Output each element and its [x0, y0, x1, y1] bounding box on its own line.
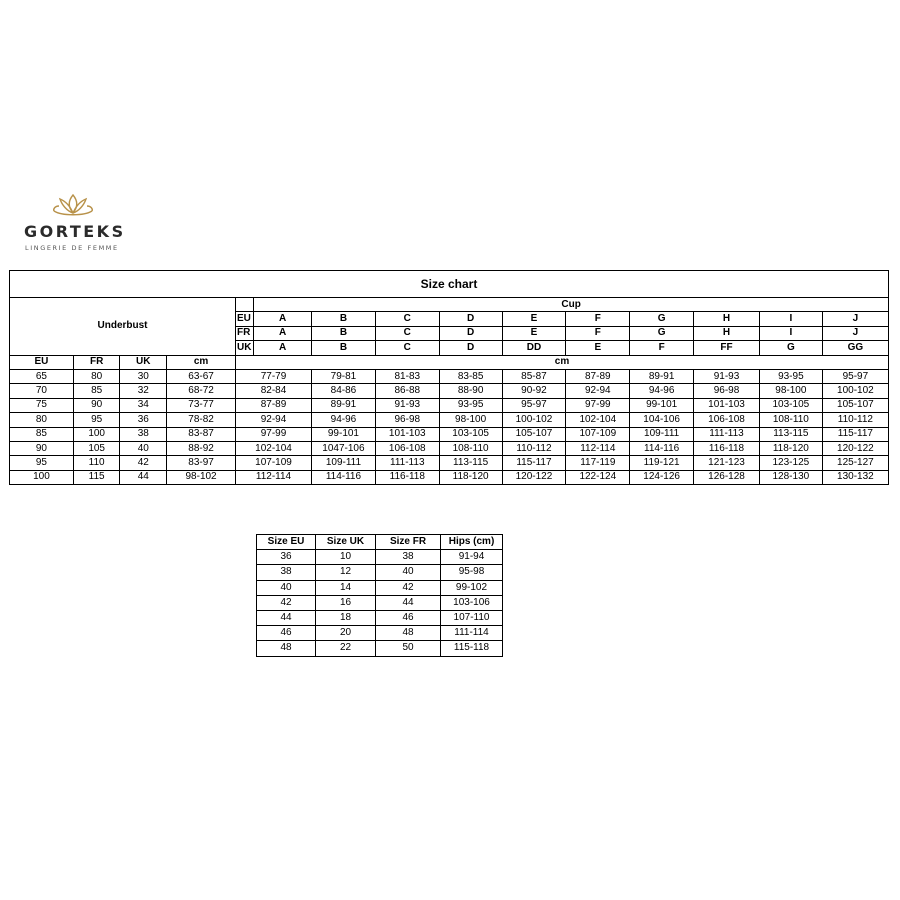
bust-range-cell: 120-122 — [502, 470, 566, 484]
underbust-eu-cell: 100 — [10, 470, 74, 484]
underbust-header: EU — [10, 355, 74, 369]
underbust-eu-cell: 95 — [10, 456, 74, 470]
hips-cell: 99-102 — [441, 580, 503, 595]
bust-range-cell: 95-97 — [502, 398, 566, 412]
cup-letter: H — [694, 312, 760, 326]
bust-range-cell: 86-88 — [375, 384, 439, 398]
cup-letter: B — [312, 312, 376, 326]
bust-range-cell: 115-117 — [822, 427, 888, 441]
cup-letter: E — [566, 341, 630, 355]
table-row — [257, 580, 503, 595]
underbust-eu-cell: 70 — [10, 384, 74, 398]
bust-range-cell: 114-116 — [312, 470, 376, 484]
hips-cell: 50 — [376, 641, 441, 656]
cup-letter: I — [759, 326, 822, 340]
underbust-cm-cell: 78-82 — [167, 413, 236, 427]
bust-range-cell: 82-84 — [236, 384, 312, 398]
spacer-cell — [236, 298, 254, 312]
bust-range-cell: 101-103 — [694, 398, 760, 412]
hips-size-chart-table — [256, 534, 503, 657]
cup-system-label: FR — [236, 326, 254, 340]
bust-range-cell: 112-114 — [566, 441, 630, 455]
bust-range-cell: 89-91 — [312, 398, 376, 412]
underbust-cm-cell: 83-97 — [167, 456, 236, 470]
bust-range-cell: 1047-106 — [312, 441, 376, 455]
underbust-header: FR — [73, 355, 120, 369]
underbust-uk-cell: 44 — [120, 470, 167, 484]
bust-range-cell: 98-100 — [759, 384, 822, 398]
bust-range-cell: 83-85 — [439, 369, 502, 383]
bust-range-cell: 116-118 — [375, 470, 439, 484]
cup-letter: C — [375, 312, 439, 326]
underbust-cm-cell: 88-92 — [167, 441, 236, 455]
hips-header: Size EU — [257, 535, 316, 550]
hips-cell: 42 — [376, 580, 441, 595]
underbust-uk-cell: 32 — [120, 384, 167, 398]
bust-range-cell: 96-98 — [375, 413, 439, 427]
hips-cell: 36 — [257, 550, 316, 565]
underbust-uk-cell: 40 — [120, 441, 167, 455]
bust-range-cell: 128-130 — [759, 470, 822, 484]
underbust-fr-cell: 115 — [73, 470, 120, 484]
hips-cell: 40 — [376, 565, 441, 580]
table-row — [10, 456, 889, 470]
bust-range-cell: 105-107 — [502, 427, 566, 441]
chart-title-row — [10, 271, 889, 298]
cup-letter: D — [439, 312, 502, 326]
bust-range-cell: 125-127 — [822, 456, 888, 470]
table-row — [10, 384, 889, 398]
hips-cell: 10 — [316, 550, 376, 565]
cup-letter: H — [694, 326, 760, 340]
hips-cell: 42 — [257, 595, 316, 610]
bust-range-cell: 124-126 — [630, 470, 694, 484]
bust-range-cell: 99-101 — [630, 398, 694, 412]
hips-header: Size UK — [316, 535, 376, 550]
cup-letter: C — [375, 341, 439, 355]
hips-cell: 18 — [316, 610, 376, 625]
bust-range-cell: 92-94 — [566, 384, 630, 398]
bust-range-cell: 118-120 — [439, 470, 502, 484]
bust-range-cell: 96-98 — [694, 384, 760, 398]
bust-range-cell: 113-115 — [439, 456, 502, 470]
bust-range-cell: 85-87 — [502, 369, 566, 383]
bust-range-cell: 104-106 — [630, 413, 694, 427]
bust-range-cell: 91-93 — [375, 398, 439, 412]
bust-range-cell: 116-118 — [694, 441, 760, 455]
bust-range-cell: 91-93 — [694, 369, 760, 383]
cup-letter: B — [312, 341, 376, 355]
cup-letter: D — [439, 341, 502, 355]
brand-logo — [22, 192, 132, 262]
table-row — [10, 413, 889, 427]
bust-range-cell: 81-83 — [375, 369, 439, 383]
cup-label-row — [10, 298, 889, 312]
bust-range-cell: 99-101 — [312, 427, 376, 441]
bust-range-cell: 106-108 — [694, 413, 760, 427]
underbust-uk-cell: 34 — [120, 398, 167, 412]
bust-range-cell: 103-105 — [439, 427, 502, 441]
table-row — [257, 641, 503, 656]
bust-range-cell: 95-97 — [822, 369, 888, 383]
bust-range-cell: 97-99 — [566, 398, 630, 412]
underbust-fr-cell: 80 — [73, 369, 120, 383]
underbust-fr-cell: 105 — [73, 441, 120, 455]
hips-cell: 95-98 — [441, 565, 503, 580]
bust-range-cell: 100-102 — [822, 384, 888, 398]
bust-range-cell: 84-86 — [312, 384, 376, 398]
bust-range-cell: 77-79 — [236, 369, 312, 383]
bust-range-cell: 79-81 — [312, 369, 376, 383]
cup-letter: G — [630, 326, 694, 340]
bust-range-cell: 121-123 — [694, 456, 760, 470]
table-row — [10, 398, 889, 412]
bust-range-cell: 103-105 — [759, 398, 822, 412]
underbust-cm-cell: 63-67 — [167, 369, 236, 383]
underbust-eu-cell: 65 — [10, 369, 74, 383]
bust-range-cell: 102-104 — [236, 441, 312, 455]
cup-letter: J — [822, 312, 888, 326]
bust-range-cell: 93-95 — [759, 369, 822, 383]
cup-system-label: UK — [236, 341, 254, 355]
hips-cell: 107-110 — [441, 610, 503, 625]
table-row — [10, 369, 889, 383]
bust-range-cell: 106-108 — [375, 441, 439, 455]
brand-tagline: LINGERIE DE FEMME — [25, 244, 119, 252]
bust-range-cell: 111-113 — [375, 456, 439, 470]
hips-cell: 40 — [257, 580, 316, 595]
cup-letter: D — [439, 326, 502, 340]
hips-cell: 20 — [316, 626, 376, 641]
bust-range-cell: 88-90 — [439, 384, 502, 398]
cup-letter: G — [630, 312, 694, 326]
bust-range-cell: 108-110 — [439, 441, 502, 455]
hips-header: Size FR — [376, 535, 441, 550]
bust-range-cell: 87-89 — [566, 369, 630, 383]
underbust-fr-cell: 95 — [73, 413, 120, 427]
hips-header-row — [257, 535, 503, 550]
bust-range-cell: 130-132 — [822, 470, 888, 484]
underbust-eu-cell: 80 — [10, 413, 74, 427]
bust-range-cell: 107-109 — [236, 456, 312, 470]
underbust-eu-cell: 85 — [10, 427, 74, 441]
cup-letter: E — [502, 312, 566, 326]
underbust-fr-cell: 100 — [73, 427, 120, 441]
bust-range-cell: 100-102 — [502, 413, 566, 427]
bust-range-cell: 113-115 — [759, 427, 822, 441]
bust-range-cell: 119-121 — [630, 456, 694, 470]
cup-letter: A — [254, 326, 312, 340]
bra-size-chart-table — [9, 270, 889, 485]
bust-range-cell: 89-91 — [630, 369, 694, 383]
table-row — [10, 470, 889, 484]
hips-cell: 91-94 — [441, 550, 503, 565]
hips-cell: 14 — [316, 580, 376, 595]
hips-cell: 12 — [316, 565, 376, 580]
hips-cell: 111-114 — [441, 626, 503, 641]
bust-range-cell: 105-107 — [822, 398, 888, 412]
cup-letter: FF — [694, 341, 760, 355]
cup-letter: F — [630, 341, 694, 355]
bust-range-cell: 97-99 — [236, 427, 312, 441]
table-row — [257, 595, 503, 610]
hips-cell: 38 — [376, 550, 441, 565]
bust-range-cell: 109-111 — [312, 456, 376, 470]
underbust-eu-cell: 90 — [10, 441, 74, 455]
cup-letter: B — [312, 326, 376, 340]
hips-cell: 48 — [257, 641, 316, 656]
bust-range-cell: 98-100 — [439, 413, 502, 427]
cm-label: cm — [236, 355, 889, 369]
underbust-fr-cell: 90 — [73, 398, 120, 412]
bust-range-cell: 93-95 — [439, 398, 502, 412]
underbust-header-row — [10, 355, 889, 369]
bust-range-cell: 117-119 — [566, 456, 630, 470]
cup-letter: I — [759, 312, 822, 326]
bust-range-cell: 118-120 — [759, 441, 822, 455]
brand-name: GORTEKS — [24, 222, 126, 241]
bust-range-cell: 87-89 — [236, 398, 312, 412]
cup-letter: A — [254, 341, 312, 355]
bust-range-cell: 101-103 — [375, 427, 439, 441]
bust-range-cell: 115-117 — [502, 456, 566, 470]
hips-cell: 22 — [316, 641, 376, 656]
hips-cell: 103-106 — [441, 595, 503, 610]
cup-letter: A — [254, 312, 312, 326]
bust-range-cell: 120-122 — [822, 441, 888, 455]
cup-letter: F — [566, 312, 630, 326]
bust-range-cell: 123-125 — [759, 456, 822, 470]
bust-range-cell: 108-110 — [759, 413, 822, 427]
cup-letter: G — [759, 341, 822, 355]
bust-range-cell: 110-112 — [502, 441, 566, 455]
bust-range-cell: 114-116 — [630, 441, 694, 455]
underbust-cm-cell: 98-102 — [167, 470, 236, 484]
underbust-uk-cell: 36 — [120, 413, 167, 427]
table-row — [10, 441, 889, 455]
underbust-uk-cell: 38 — [120, 427, 167, 441]
underbust-eu-cell: 75 — [10, 398, 74, 412]
bust-range-cell: 110-112 — [822, 413, 888, 427]
bust-range-cell: 112-114 — [236, 470, 312, 484]
hips-cell: 48 — [376, 626, 441, 641]
underbust-fr-cell: 110 — [73, 456, 120, 470]
bust-range-cell: 107-109 — [566, 427, 630, 441]
table-row — [257, 565, 503, 580]
underbust-fr-cell: 85 — [73, 384, 120, 398]
underbust-cm-cell: 83-87 — [167, 427, 236, 441]
hips-cell: 16 — [316, 595, 376, 610]
cup-label: Cup — [254, 298, 889, 312]
hips-cell: 44 — [257, 610, 316, 625]
hips-cell: 46 — [376, 610, 441, 625]
hips-cell: 44 — [376, 595, 441, 610]
bust-range-cell: 90-92 — [502, 384, 566, 398]
cup-letter: GG — [822, 341, 888, 355]
cup-letter: J — [822, 326, 888, 340]
bust-range-cell: 122-124 — [566, 470, 630, 484]
cup-letter: DD — [502, 341, 566, 355]
bust-range-cell: 102-104 — [566, 413, 630, 427]
bust-range-cell: 126-128 — [694, 470, 760, 484]
bust-range-cell: 92-94 — [236, 413, 312, 427]
underbust-uk-cell: 42 — [120, 456, 167, 470]
underbust-cm-cell: 68-72 — [167, 384, 236, 398]
table-row — [257, 626, 503, 641]
underbust-cm-cell: 73-77 — [167, 398, 236, 412]
hips-header: Hips (cm) — [441, 535, 503, 550]
underbust-header: UK — [120, 355, 167, 369]
bust-range-cell: 94-96 — [630, 384, 694, 398]
table-row — [10, 427, 889, 441]
bust-range-cell: 109-111 — [630, 427, 694, 441]
chart-title: Size chart — [10, 271, 889, 298]
bust-range-cell: 111-113 — [694, 427, 760, 441]
table-row — [257, 550, 503, 565]
hips-cell: 46 — [257, 626, 316, 641]
table-row — [257, 610, 503, 625]
hips-cell: 38 — [257, 565, 316, 580]
lotus-icon — [50, 192, 96, 218]
underbust-label: Underbust — [10, 298, 236, 356]
cup-letter: C — [375, 326, 439, 340]
cup-letter: E — [502, 326, 566, 340]
underbust-uk-cell: 30 — [120, 369, 167, 383]
cup-letter: F — [566, 326, 630, 340]
underbust-header: cm — [167, 355, 236, 369]
hips-cell: 115-118 — [441, 641, 503, 656]
bust-range-cell: 94-96 — [312, 413, 376, 427]
cup-system-label: EU — [236, 312, 254, 326]
